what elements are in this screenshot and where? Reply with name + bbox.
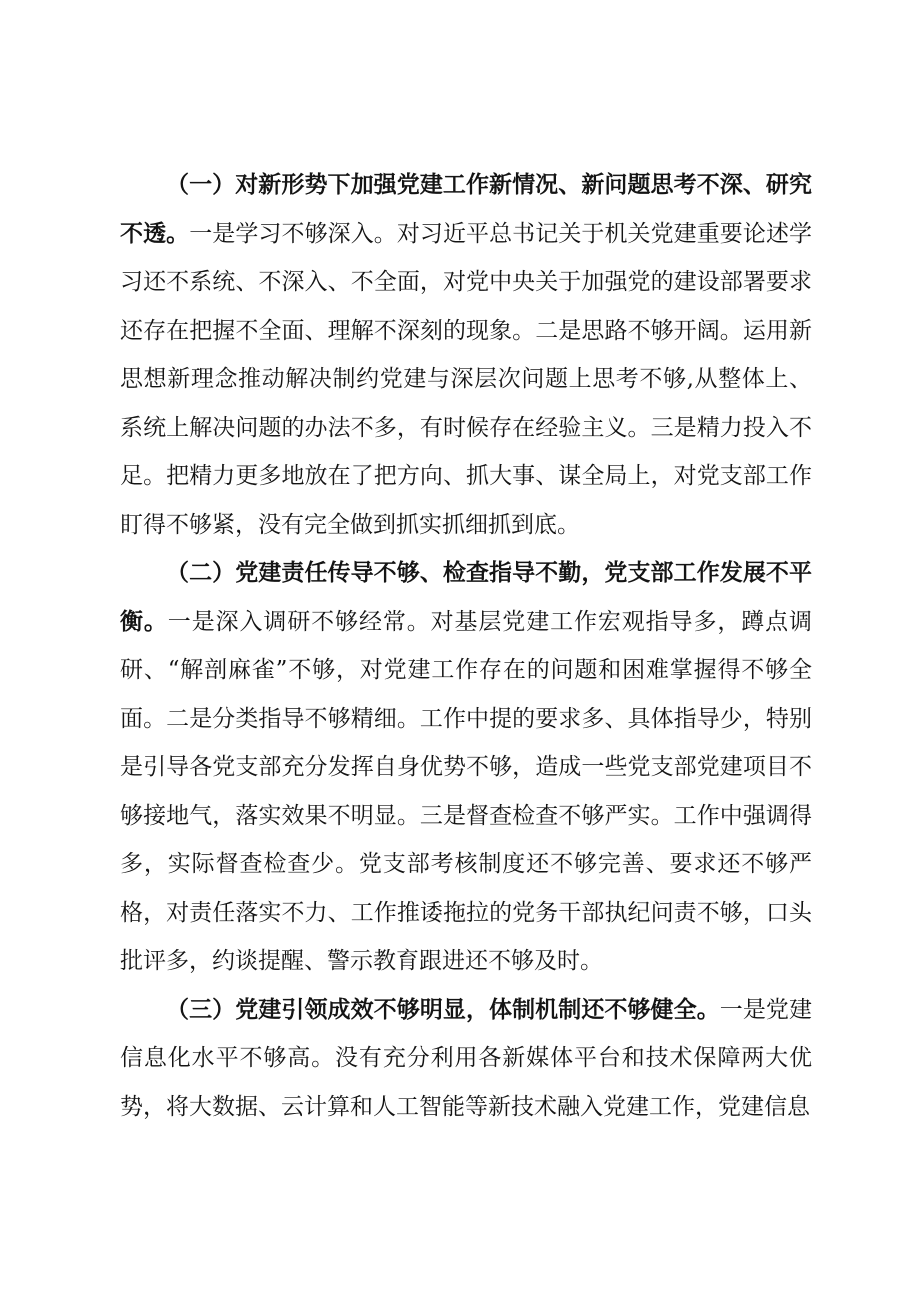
paragraph-1-body: 一是学习不够深入。对习近平总书记关于机关党建重要论述学习还不系统、不深入、不全面，对党中央关于加强党的建设部署要求还存在把握不全面、理解不深刻的现象。二是思路不够开阔。运用新思想新理念推动解决制约党建与深层次问题上思考不够,从整体上、系统上解决问题的办法不多，有时候存在经验主义。三是精力投入不足。把精力更多地放在了把方向、抓大事、谋全局上，对党支部工作盯得不够紧，没有完全做到抓实抓细抓到底。 xyxy=(120,220,813,538)
paragraph-3 xyxy=(120,986,812,1132)
paragraph-3-heading: （三）党建引领成效不够明显，体制机制还不够健全。 xyxy=(166,996,720,1023)
paragraph-2 xyxy=(120,549,812,986)
paragraph-1 xyxy=(120,161,812,549)
paragraph-1-heading: （一）对新形势下加强党建工作新情况、新问题思考不深、研究不透。 xyxy=(120,172,812,247)
paragraph-3-body: 一是党建信息化水平不够高。没有充分利用各新媒体平台和技术保障两大优势，将大数据、云计算和人工智能等新技术融入党建工作，党建信息 xyxy=(120,996,813,1120)
document-page xyxy=(120,161,812,1131)
paragraph-2-body: 一是深入调研不够经常。对基层党建工作宏观指导多，蹲点调研、“解剖麻雀”不够，对党建工作存在的问题和困难掌握得不够全面。二是分类指导不够精细。工作中提的要求多、具体指导少，特别是引导各党支部充分发挥自身优势不够，造成一些党支部党建项目不够接地气，落实效果不明显。三是督查检查不够严实。工作中强调得多，实际督查检查少。党支部考核制度还不够完善、要求还不够严格，对责任落实不力、工作推诿拖拉的党务干部执纪问责不够，口头批评多，约谈提醒、警示教育跟进还不够及时。 xyxy=(120,608,813,974)
paragraph-2-heading: （二）党建责任传导不够、检查指导不勤，党支部工作发展不平衡。 xyxy=(120,560,812,635)
